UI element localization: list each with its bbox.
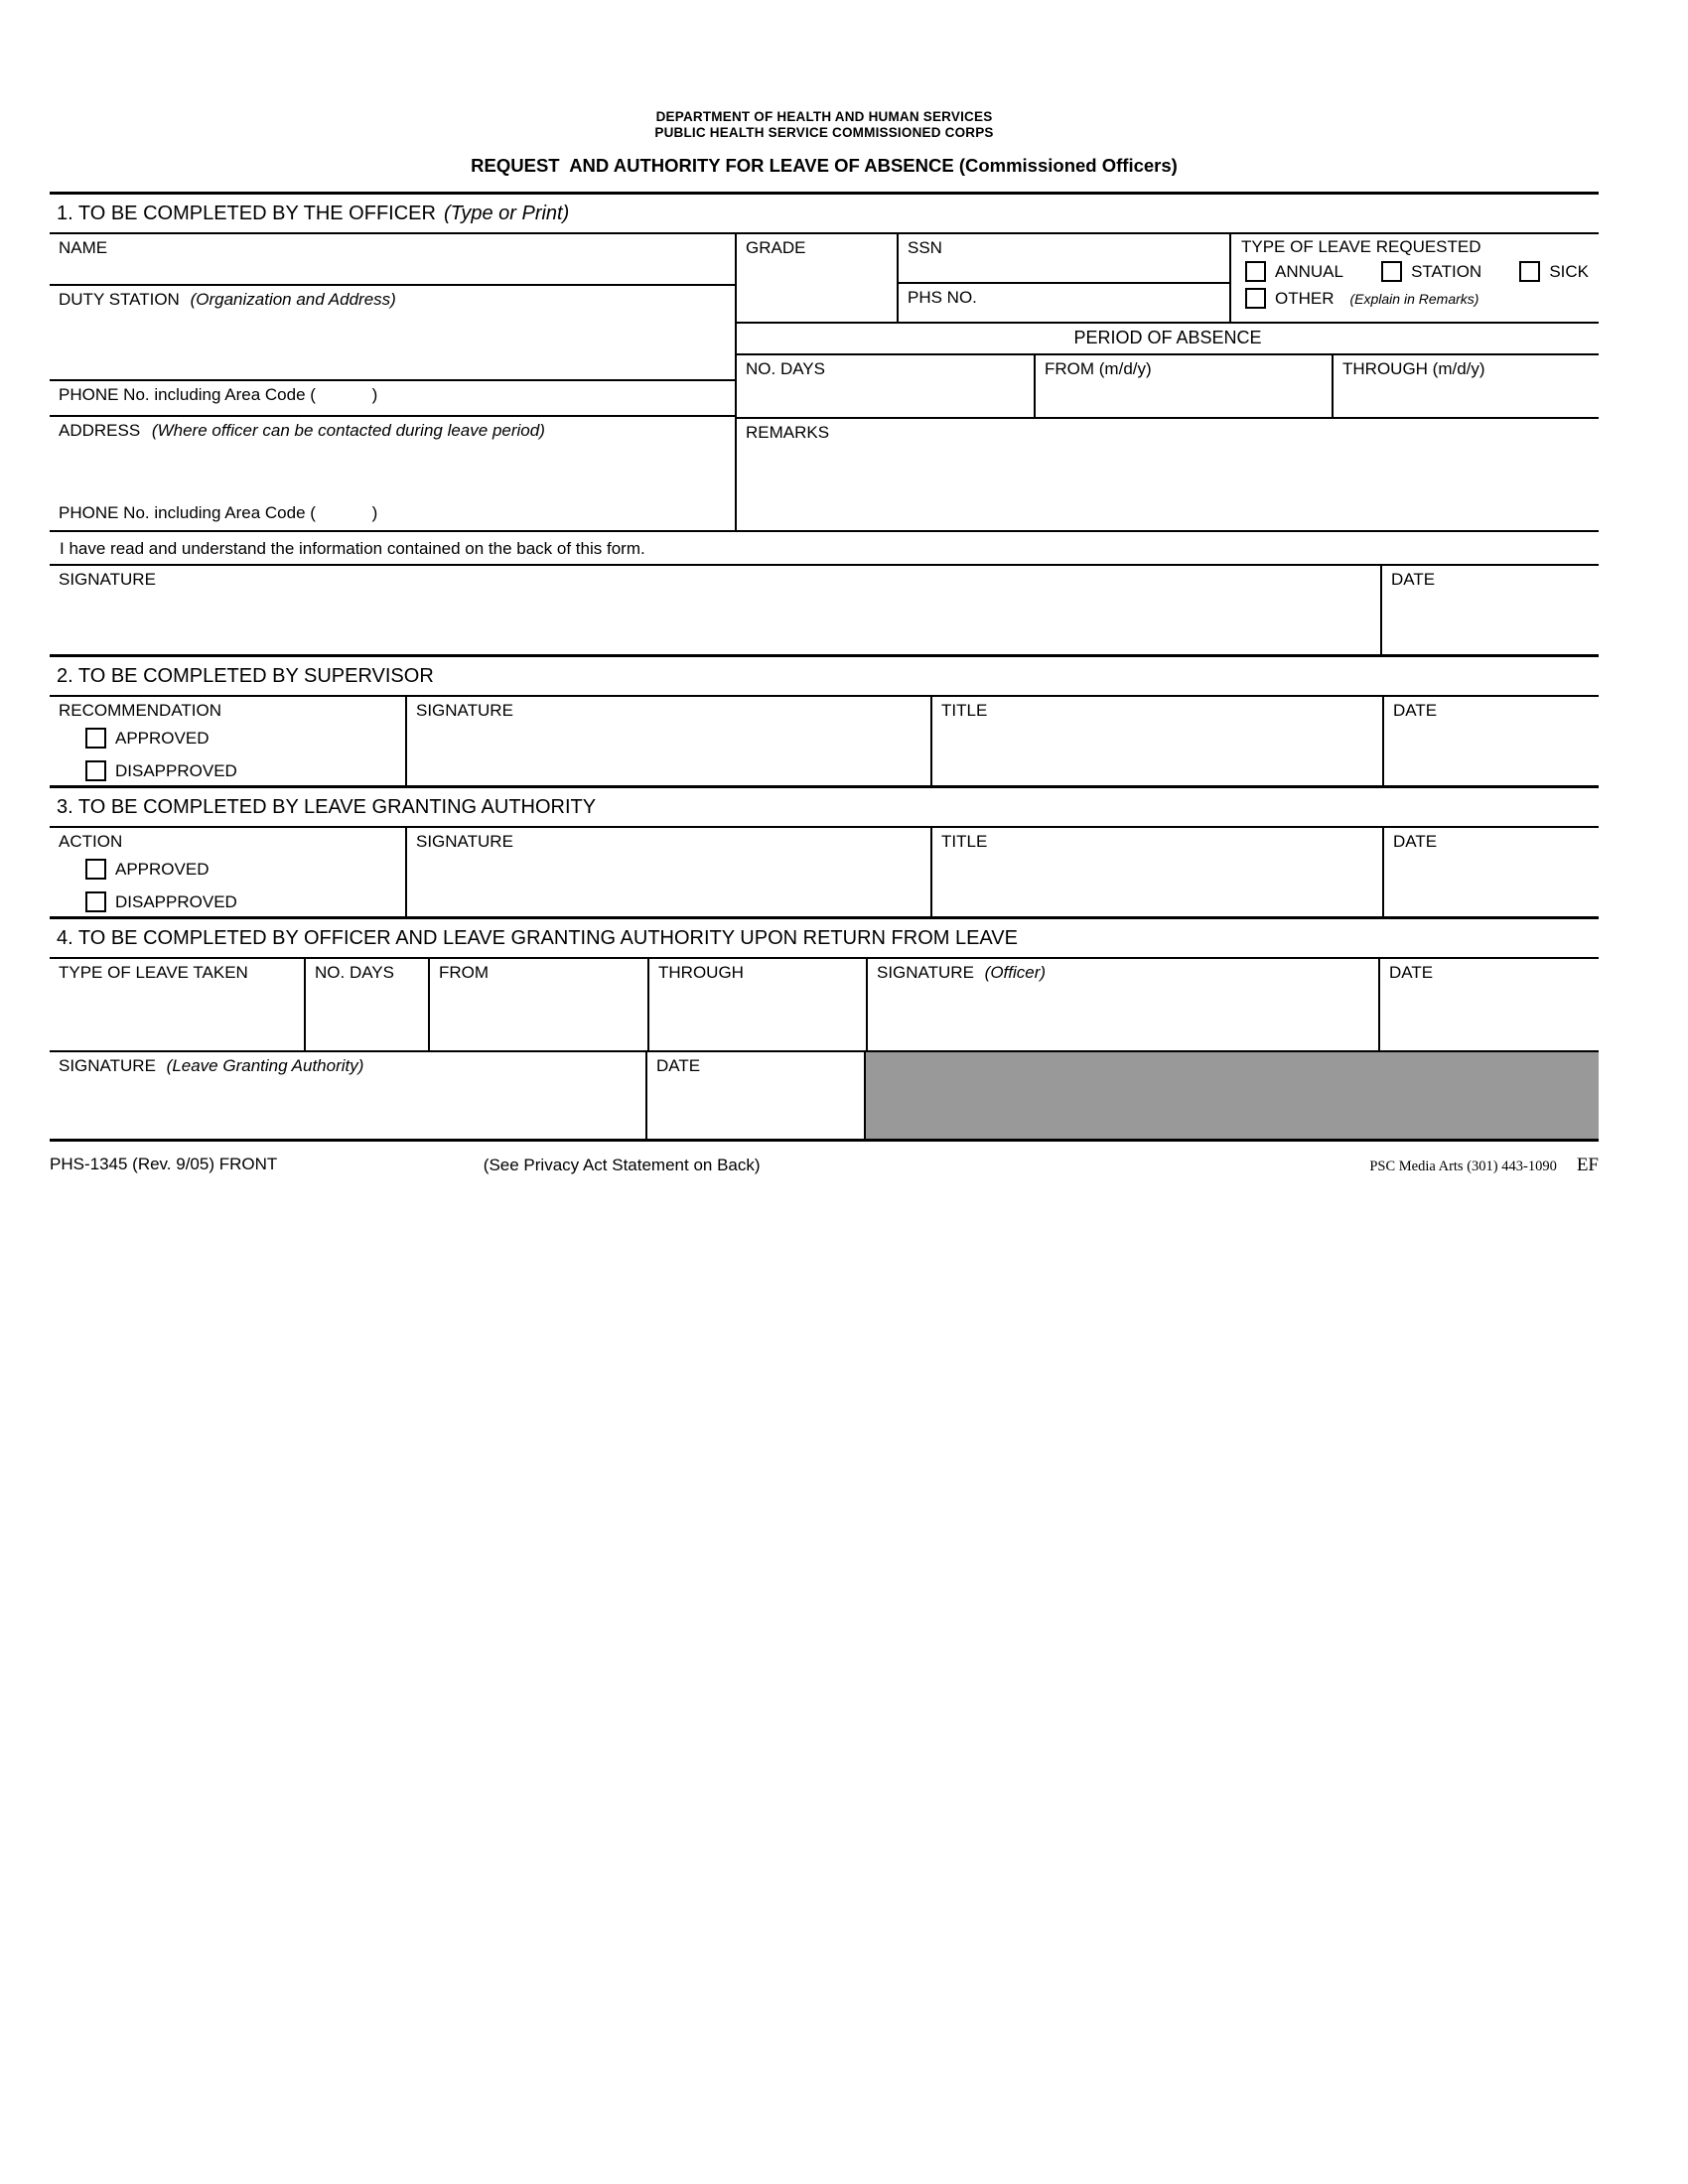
sick-option (1519, 261, 1589, 282)
grade-ssn-leave-row (737, 234, 1599, 322)
duty-station-note: (Organization and Address) (190, 290, 396, 309)
officer-signature-row (50, 566, 1599, 657)
authority-title-label: TITLE (941, 832, 988, 851)
section4-authority-row (50, 1052, 1599, 1142)
type-of-leave-label: TYPE OF LEAVE REQUESTED (1241, 237, 1481, 256)
type-of-leave-cell (1231, 234, 1599, 322)
authority-disapproved-checkbox[interactable] (85, 891, 106, 912)
supervisor-disapproved-label: DISAPPROVED (115, 760, 237, 780)
section2-heading-text: 2. TO BE COMPLETED BY SUPERVISOR (57, 665, 434, 687)
officer-date-label: DATE (1391, 570, 1436, 589)
authority-date-label: DATE (1393, 832, 1438, 851)
authority-date-field[interactable] (1384, 828, 1599, 916)
phs-no-field[interactable] (899, 284, 1229, 322)
shaded-no-entry-cell (866, 1052, 1599, 1139)
other-option (1245, 288, 1478, 309)
recommendation-label: RECOMMENDATION (59, 701, 222, 720)
supervisor-signature-field[interactable] (407, 697, 932, 785)
other-checkbox[interactable] (1245, 288, 1266, 309)
authority-approved-option (85, 859, 405, 885)
supervisor-approved-checkbox[interactable] (85, 728, 106, 749)
section4-heading (50, 919, 1599, 959)
return-officer-date-field[interactable] (1380, 959, 1599, 1050)
section3-heading (50, 788, 1599, 828)
duty-station-field[interactable] (50, 286, 735, 381)
other-note: (Explain in Remarks) (1349, 290, 1479, 307)
return-authority-date-label: DATE (656, 1056, 701, 1075)
phone1-label: PHONE No. including Area Code ( ) (59, 385, 378, 404)
authority-disapproved-option (85, 891, 405, 917)
phone1-field[interactable] (50, 381, 735, 417)
section4-heading-text: 4. TO BE COMPLETED BY OFFICER AND LEAVE GRANTING AUTHORITY UPON RETURN FROM LEAVE (57, 927, 1018, 949)
return-officer-signature-note: (Officer) (984, 963, 1047, 982)
remarks-field[interactable] (737, 417, 1599, 530)
section2-heading (50, 657, 1599, 697)
printer-credit: PSC Media Arts (301) 443-1090 (1369, 1159, 1557, 1174)
return-no-days-field[interactable] (306, 959, 430, 1050)
type-of-leave-taken-label: TYPE OF LEAVE TAKEN (59, 963, 248, 982)
section3-heading-text: 3. TO BE COMPLETED BY LEAVE GRANTING AUTHORITY (57, 796, 597, 818)
section1-body (50, 234, 1599, 532)
ssn-label: SSN (908, 238, 942, 257)
return-authority-signature-label: SIGNATURE (59, 1056, 156, 1075)
supervisor-approved-label: APPROVED (115, 728, 210, 748)
ef-mark: EF (1576, 1155, 1599, 1175)
phs-no-label: PHS NO. (908, 288, 977, 307)
through-date-field[interactable] (1334, 355, 1599, 417)
other-label: OTHER (1275, 288, 1335, 308)
through-label: THROUGH (m/d/y) (1342, 359, 1485, 378)
return-authority-signature-field[interactable] (50, 1052, 647, 1139)
annual-checkbox[interactable] (1245, 261, 1266, 282)
from-date-field[interactable] (1036, 355, 1334, 417)
footer-right (1369, 1155, 1599, 1176)
station-option (1381, 261, 1481, 282)
agency-line-2: PUBLIC HEALTH SERVICE COMMISSIONED CORPS (654, 125, 994, 140)
grade-label: GRADE (746, 238, 806, 257)
return-no-days-label: NO. DAYS (315, 963, 394, 982)
supervisor-title-field[interactable] (932, 697, 1384, 785)
section1-heading-text: 1. TO BE COMPLETED BY THE OFFICER (57, 203, 436, 224)
return-from-label: FROM (439, 963, 490, 982)
duty-station-label: DUTY STATION (59, 290, 180, 309)
station-label: STATION (1411, 261, 1482, 281)
return-through-label: THROUGH (658, 963, 744, 982)
section1-heading-note: (Type or Print) (443, 203, 570, 224)
return-through-field[interactable] (649, 959, 868, 1050)
grade-field[interactable] (737, 234, 899, 322)
no-days-label: NO. DAYS (746, 359, 825, 378)
supervisor-signature-label: SIGNATURE (416, 701, 513, 720)
section3-body (50, 828, 1599, 919)
form-number: PHS-1345 (Rev. 9/05) FRONT (50, 1155, 278, 1173)
return-authority-date-field[interactable] (647, 1052, 866, 1139)
period-of-absence-header: PERIOD OF ABSENCE (737, 322, 1599, 353)
section1-left-column (50, 234, 737, 530)
authority-approved-label: APPROVED (115, 859, 210, 879)
name-label: NAME (59, 238, 108, 257)
other-option-row (1231, 282, 1599, 314)
supervisor-disapproved-checkbox[interactable] (85, 760, 106, 781)
period-of-absence-row (737, 353, 1599, 417)
name-field[interactable] (50, 234, 735, 286)
type-of-leave-options-row (1231, 257, 1599, 282)
supervisor-disapproved-option (85, 760, 405, 786)
return-from-field[interactable] (430, 959, 649, 1050)
address-label: ADDRESS (59, 421, 141, 440)
action-cell (50, 828, 407, 916)
section2-body (50, 697, 1599, 788)
address-label-row (59, 421, 729, 441)
form-title: REQUEST AND AUTHORITY FOR LEAVE OF ABSENCE (Commissioned Officers) (471, 155, 1178, 176)
leave-request-form (50, 109, 1599, 1182)
section4-return-row (50, 959, 1599, 1052)
supervisor-approved-option (85, 728, 405, 753)
authority-title-field[interactable] (932, 828, 1384, 916)
action-label: ACTION (59, 832, 123, 851)
authority-approved-checkbox[interactable] (85, 859, 106, 880)
agency-line-1: DEPARTMENT OF HEALTH AND HUMAN SERVICES (655, 109, 993, 124)
return-officer-date-label: DATE (1389, 963, 1434, 982)
section1-heading (50, 195, 1599, 234)
authority-signature-field[interactable] (407, 828, 932, 916)
section1-right-column (737, 234, 1599, 530)
authority-signature-label: SIGNATURE (416, 832, 513, 851)
remarks-label: REMARKS (746, 423, 830, 442)
return-officer-signature-field[interactable] (868, 959, 1380, 1050)
station-checkbox[interactable] (1381, 261, 1402, 282)
no-days-field[interactable] (737, 355, 1036, 417)
annual-label: ANNUAL (1275, 261, 1343, 281)
annual-option (1245, 261, 1343, 282)
return-authority-signature-note: (Leave Granting Authority) (166, 1056, 364, 1075)
supervisor-title-label: TITLE (941, 701, 988, 720)
officer-signature-field[interactable] (50, 566, 1382, 654)
sick-checkbox[interactable] (1519, 261, 1540, 282)
supervisor-date-field[interactable] (1384, 697, 1599, 785)
address-field[interactable] (50, 417, 735, 530)
form-footer (50, 1155, 1599, 1182)
return-officer-signature-label: SIGNATURE (877, 963, 974, 982)
officer-signature-label: SIGNATURE (59, 570, 156, 589)
from-label: FROM (m/d/y) (1045, 359, 1152, 378)
ssn-phs-column (899, 234, 1231, 322)
form-header (50, 109, 1599, 177)
phone2-label: PHONE No. including Area Code ( ) (59, 503, 378, 522)
supervisor-date-label: DATE (1393, 701, 1438, 720)
acknowledgement-statement: I have read and understand the information contained on the back of this form. (50, 532, 1599, 566)
officer-signature-date-field[interactable] (1382, 566, 1599, 654)
authority-disapproved-label: DISAPPROVED (115, 891, 237, 911)
ssn-field[interactable] (899, 234, 1229, 284)
privacy-note: (See Privacy Act Statement on Back) (483, 1156, 761, 1174)
type-of-leave-taken-field[interactable] (50, 959, 306, 1050)
recommendation-cell (50, 697, 407, 785)
address-note: (Where officer can be contacted during leave period) (151, 421, 545, 440)
sick-label: SICK (1549, 261, 1589, 281)
